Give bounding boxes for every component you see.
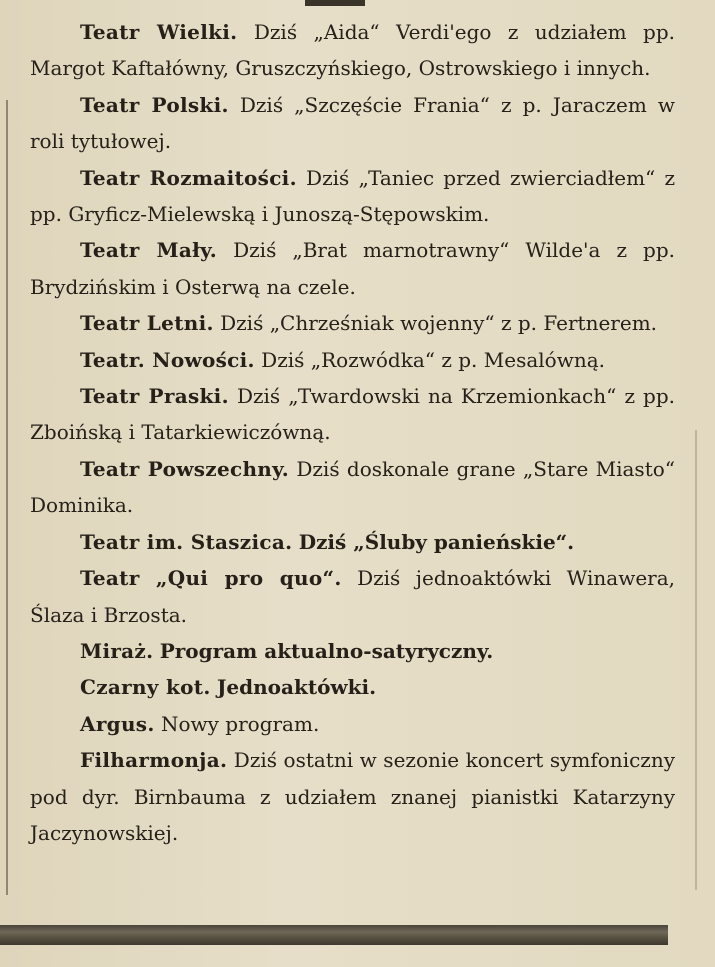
listing-name: Czarny kot. [80,675,211,700]
column-left-rule [6,100,8,895]
top-rule [305,0,365,6]
listing-text: Dziś „Śluby panieńskie“. [298,529,575,554]
listing-text: Program aktualno-satyryczny. [159,638,494,663]
listing-text: Dziś „Taniec przed zwierciadłem“ z pp. Gryficz-Mielewską i Junoszą-Stępowskim. [30,165,675,227]
listing-text: Dziś „Twardowski na Krzemionkach“ z pp. Zboińską i Tatarkiewiczówną. [30,384,676,445]
listing-name: Teatr. Nowości. [80,347,255,372]
listing-text: Dziś „Szczęście Frania“ z p. Jaraczem w roli tytułowej. [30,92,675,154]
listing-teatr-wielki [30,14,675,87]
listing-name: Filharmonja. [80,748,228,773]
listing-name: Miraż. [80,638,154,663]
listing-name: Teatr Powszechny. [80,456,290,481]
listing-qui-pro-quo [30,560,675,633]
listing-name: Teatr im. Staszica. [80,529,293,554]
listing-name: Teatr „Qui pro quo“. [80,566,342,591]
listing-name: Teatr Polski. [80,92,229,117]
listing-name: Argus. [80,711,155,736]
listing-text: Dziś „Rozwódka“ z p. Mesalówną. [261,347,605,372]
listing-text: Dziś ostatni w sezonie koncert symfoniczny pod dyr. Birnbauma z udziałem znanej pianistki Katarzyny Jaczynowskiej. [30,748,676,845]
listing-text: Dziś „Brat marnotrawny“ Wilde'a z pp. Brydzińskim i Osterwą na czele. [30,238,675,299]
listing-text: Nowy program. [160,711,320,736]
listing-name: Teatr Mały. [80,238,218,263]
listing-teatr-polski [30,87,675,160]
listing-teatr-praski [30,378,675,451]
column-right-rule [695,430,697,890]
listing-teatr-powszechny [30,451,675,524]
bottom-rule-band [0,925,668,945]
listing-text: Jednoaktówki. [216,675,377,700]
listing-teatr-letni [30,305,675,341]
listing-name: Teatr Letni. [80,311,214,336]
listing-name: Teatr Praski. [80,384,229,409]
listing-teatr-nowosci [30,342,675,378]
listing-filharmonja [30,742,675,851]
listing-text: Dziś jednoaktówki Winawera, Ślaza i Brzosta. [30,566,676,627]
theatre-listings-column [30,14,675,851]
listing-argus [30,706,675,742]
listing-czarny-kot [30,669,675,705]
listing-name: Teatr Wielki. [80,20,238,44]
listing-text: Dziś doskonale grane „Stare Miasto“ Dominika. [30,456,675,518]
listing-text: Dziś „Aida“ Verdi'ego z udziałem pp. Margot Kaftałówny, Gruszczyńskiego, Ostrowskiego i innych. [30,20,676,81]
listing-teatr-staszica [30,524,675,560]
listing-text: Dziś „Chrześniak wojenny“ z p. Fertnerem. [220,311,658,336]
listing-miraz [30,633,675,669]
listing-teatr-maly [30,232,675,305]
listing-name: Teatr Rozmaitości. [80,165,297,190]
listing-teatr-rozmaitosci [30,160,675,233]
